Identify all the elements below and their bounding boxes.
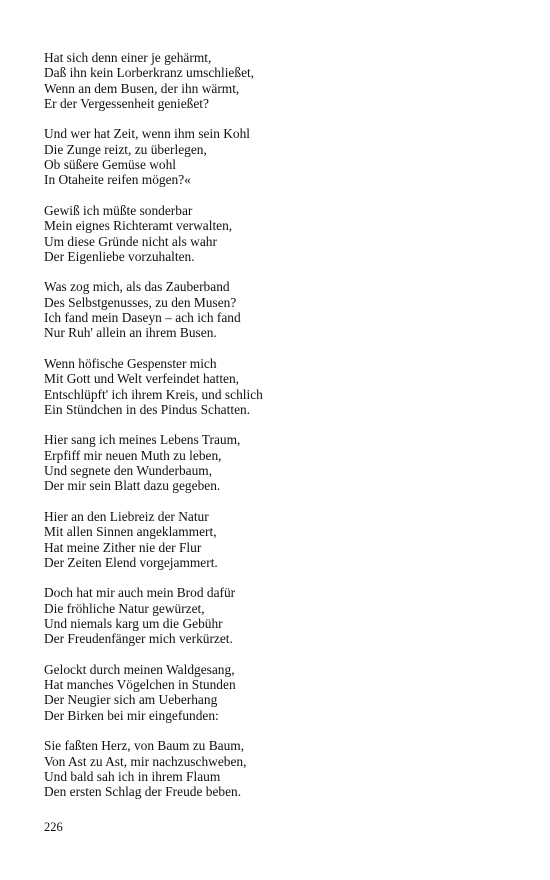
stanza-6 (44, 432, 524, 493)
verse-line: Der Birken bei mir eingefunden: (44, 707, 219, 723)
verse-line: Nur Ruh' allein an ihrem Busen. (44, 325, 217, 341)
verse-line: Und segnete den Wunderbaum, (44, 463, 213, 479)
page-number: 226 (44, 820, 63, 834)
verse-line: Um diese Gründe nicht als wahr (44, 233, 217, 249)
verse-line: Und wer hat Zeit, wenn ihm sein Kohl (44, 126, 251, 142)
verse-line: Er der Vergessenheit genießet? (44, 95, 209, 111)
verse-line: Mit allen Sinnen angeklammert, (44, 524, 217, 540)
verse-line: Gelockt durch meinen Waldgesang, (44, 661, 235, 677)
stanza-9 (44, 662, 524, 723)
verse-line: Doch hat mir auch mein Brod dafür (44, 585, 236, 601)
stanza-3 (44, 203, 524, 264)
stanza-7 (44, 509, 524, 570)
verse-line: Wenn höfische Gespenster mich (44, 355, 217, 371)
verse-line: Mein eignes Richteramt verwalten, (44, 218, 233, 234)
stanza-4 (44, 279, 524, 340)
verse-line: Hier sang ich meines Lebens Traum, (44, 432, 241, 448)
verse-line: In Otaheite reifen mögen?« (44, 172, 191, 188)
verse-line: Hat sich denn einer je gehärmt, (44, 50, 212, 65)
verse-line: Mit Gott und Welt verfeindet hatten, (44, 371, 240, 387)
stanza-2 (44, 126, 524, 187)
verse-line: Und bald sah ich in ihrem Flaum (44, 768, 221, 784)
verse-line: Hat manches Vögelchen in Stunden (44, 677, 236, 693)
verse-line: Wenn an dem Busen, der ihn wärmt, (44, 80, 240, 96)
verse-line: Die Zunge reizt, zu überlegen, (44, 141, 207, 157)
verse-line: Der mir sein Blatt dazu gegeben. (44, 478, 221, 494)
verse-line: Der Freudenfänger mich verkürzet. (44, 631, 233, 647)
verse-line: Was zog mich, als das Zauberband (44, 279, 230, 295)
verse-line: Den ersten Schlag der Freude beben. (44, 784, 242, 800)
verse-line: Und niemals karg um die Gebühr (44, 615, 223, 631)
poem-text (44, 50, 524, 815)
verse-line: Der Eigenliebe vorzuhalten. (44, 248, 195, 264)
verse-line: Sie faßten Herz, von Baum zu Baum, (44, 738, 245, 754)
verse-line: Entschlüpft' ich ihrem Kreis, und schlich (44, 386, 263, 402)
verse-line: Von Ast zu Ast, mir nachzuschweben, (44, 753, 247, 769)
verse-line: Erpfiff mir neuen Muth zu leben, (44, 447, 222, 463)
verse-line: Gewiß ich müßte sonderbar (44, 202, 193, 218)
stanza-5 (44, 356, 524, 417)
verse-line: Des Selbstgenusses, zu den Musen? (44, 294, 237, 310)
stanza-8 (44, 585, 524, 646)
verse-line: Ich fand mein Daseyn – ach ich fand (44, 310, 241, 326)
verse-line: Daß ihn kein Lorberkranz umschließet, (44, 65, 255, 81)
verse-line: Der Zeiten Elend vorgejammert. (44, 554, 218, 570)
stanza-1 (44, 50, 524, 111)
stanza-10 (44, 738, 524, 799)
verse-line: Die fröhliche Natur gewürzet, (44, 600, 205, 616)
verse-line: Ein Stündchen in des Pindus Schatten. (44, 401, 251, 417)
verse-line: Hier an den Liebreiz der Natur (44, 508, 209, 524)
verse-line: Hat meine Zither nie der Flur (44, 539, 202, 555)
verse-line: Ob süßere Gemüse wohl (44, 157, 177, 173)
verse-line: Der Neugier sich am Ueberhang (44, 692, 218, 708)
